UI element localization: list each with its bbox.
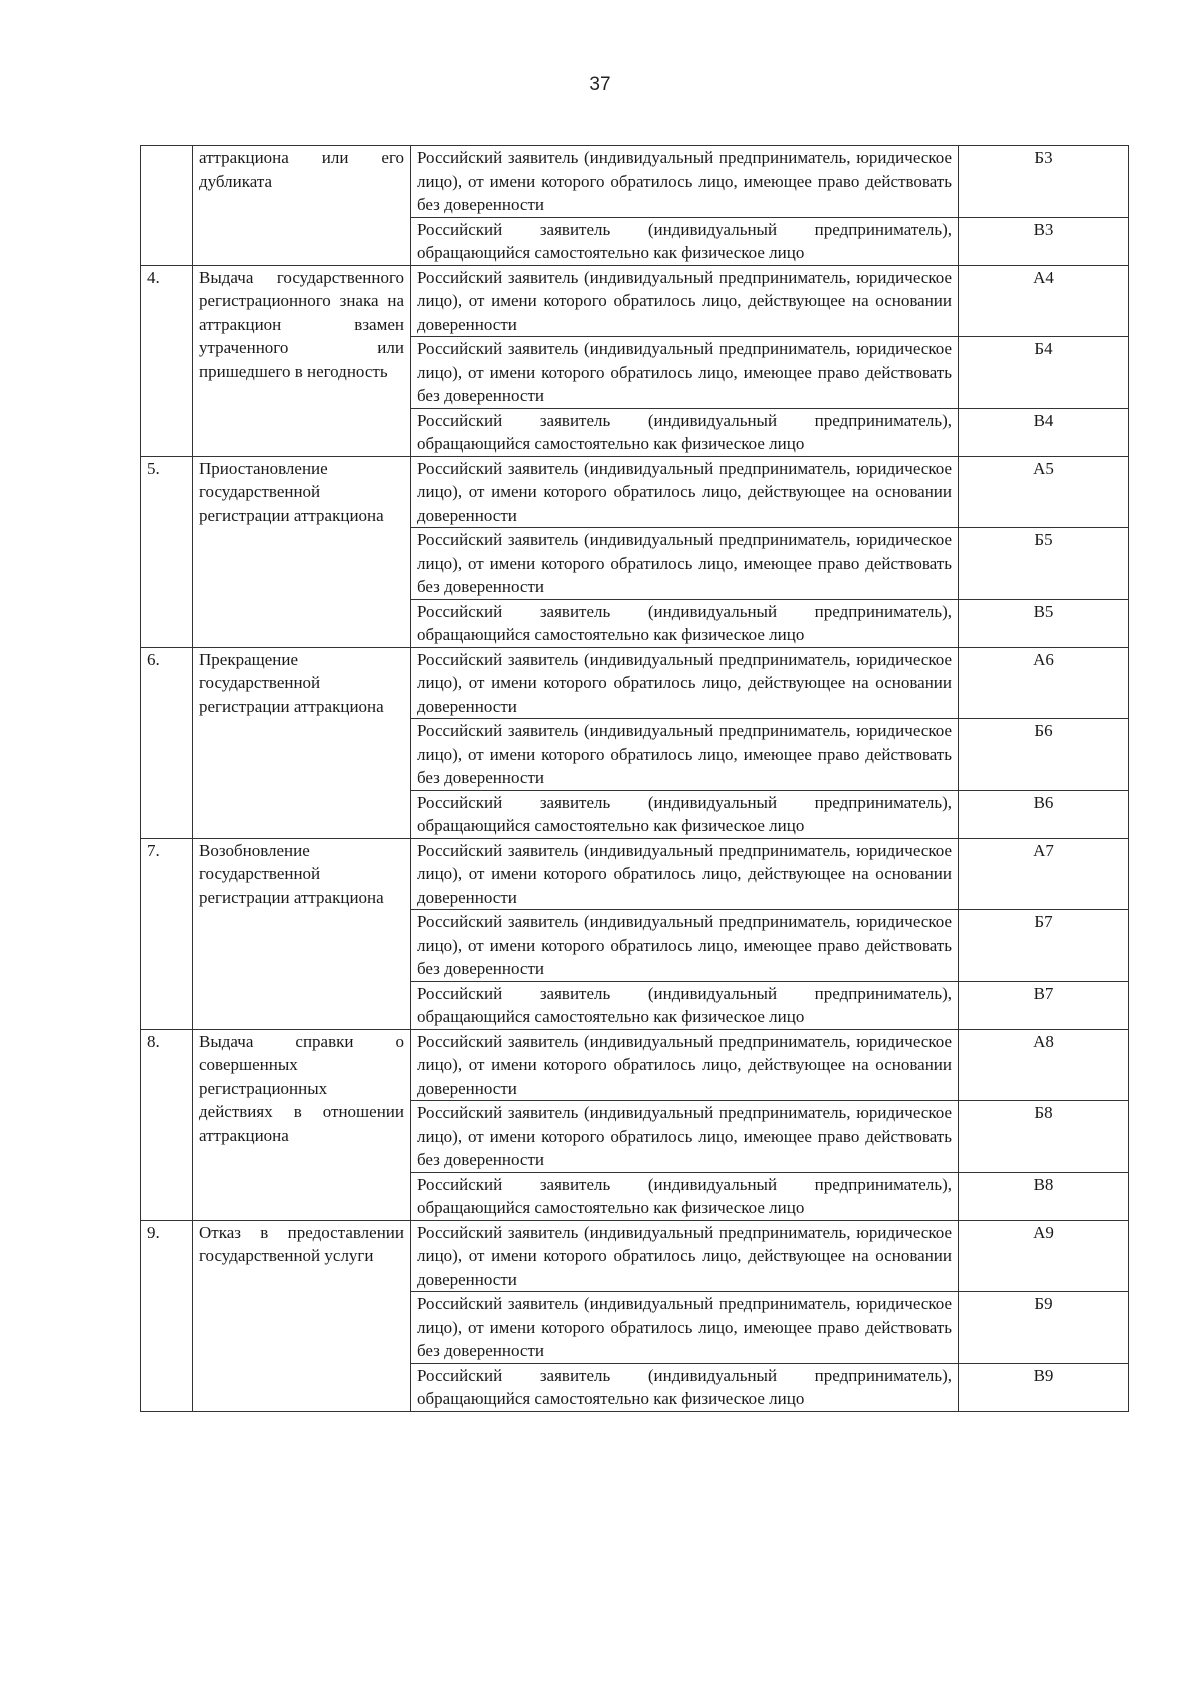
- applicant-description: Российский заявитель (индивидуальный предприниматель), обращающийся самостоятельно как физическое лицо: [411, 790, 959, 838]
- service-number: 7.: [141, 838, 193, 1029]
- applicant-description: Российский заявитель (индивидуальный предприниматель, юридическое лицо), от имени которого обратилось лицо, действующее на основании доверенности: [411, 1029, 959, 1101]
- variant-code: Б7: [959, 910, 1129, 982]
- service-number: [141, 146, 193, 266]
- applicant-description: Российский заявитель (индивидуальный предприниматель, юридическое лицо), от имени которого обратилось лицо, действующее на основании доверенности: [411, 1220, 959, 1292]
- variant-code: В3: [959, 217, 1129, 265]
- table-row: [141, 647, 1129, 719]
- applicant-description: Российский заявитель (индивидуальный предприниматель, юридическое лицо), от имени которого обратилось лицо, имеющее право действовать без доверенности: [411, 528, 959, 600]
- variant-code: А5: [959, 456, 1129, 528]
- variant-code: А7: [959, 838, 1129, 910]
- service-number: 5.: [141, 456, 193, 647]
- service-name: Отказ в предоставлении государственной услуги: [193, 1220, 411, 1411]
- variant-code: Б5: [959, 528, 1129, 600]
- applicant-description: Российский заявитель (индивидуальный предприниматель, юридическое лицо), от имени которого обратилось лицо, действующее на основании доверенности: [411, 838, 959, 910]
- service-name: аттракциона или его дубликата: [193, 146, 411, 266]
- service-name: Выдача справки о совершенных регистрационных действиях в отношении аттракциона: [193, 1029, 411, 1220]
- applicant-description: Российский заявитель (индивидуальный предприниматель), обращающийся самостоятельно как физическое лицо: [411, 408, 959, 456]
- applicant-description: Российский заявитель (индивидуальный предприниматель, юридическое лицо), от имени которого обратилось лицо, имеющее право действовать без доверенности: [411, 337, 959, 409]
- service-number: 6.: [141, 647, 193, 838]
- variant-code: Б4: [959, 337, 1129, 409]
- variant-code: Б8: [959, 1101, 1129, 1173]
- services-table-body: [141, 146, 1129, 1412]
- page-number: 37: [589, 74, 611, 95]
- applicant-description: Российский заявитель (индивидуальный предприниматель, юридическое лицо), от имени которого обратилось лицо, имеющее право действовать без доверенности: [411, 910, 959, 982]
- variant-code: В6: [959, 790, 1129, 838]
- service-number: 4.: [141, 265, 193, 456]
- applicant-description: Российский заявитель (индивидуальный предприниматель, юридическое лицо), от имени которого обратилось лицо, имеющее право действовать без доверенности: [411, 1101, 959, 1173]
- table-row: [141, 1220, 1129, 1292]
- variant-code: А4: [959, 265, 1129, 337]
- applicant-description: Российский заявитель (индивидуальный предприниматель, юридическое лицо), от имени которого обратилось лицо, действующее на основании доверенности: [411, 265, 959, 337]
- applicant-description: Российский заявитель (индивидуальный предприниматель, юридическое лицо), от имени которого обратилось лицо, действующее на основании доверенности: [411, 647, 959, 719]
- applicant-description: Российский заявитель (индивидуальный предприниматель), обращающийся самостоятельно как физическое лицо: [411, 599, 959, 647]
- variant-code: В7: [959, 981, 1129, 1029]
- applicant-description: Российский заявитель (индивидуальный предприниматель), обращающийся самостоятельно как физическое лицо: [411, 217, 959, 265]
- variant-code: А9: [959, 1220, 1129, 1292]
- variant-code: Б6: [959, 719, 1129, 791]
- applicant-description: Российский заявитель (индивидуальный предприниматель, юридическое лицо), от имени которого обратилось лицо, имеющее право действовать без доверенности: [411, 146, 959, 218]
- service-number: 9.: [141, 1220, 193, 1411]
- table-row: [141, 1029, 1129, 1101]
- applicant-description: Российский заявитель (индивидуальный предприниматель), обращающийся самостоятельно как физическое лицо: [411, 981, 959, 1029]
- variant-code: В4: [959, 408, 1129, 456]
- table-row: [141, 456, 1129, 528]
- table-row: [141, 265, 1129, 337]
- service-name: Прекращение государственной регистрации аттракциона: [193, 647, 411, 838]
- variant-code: В5: [959, 599, 1129, 647]
- applicant-description: Российский заявитель (индивидуальный предприниматель, юридическое лицо), от имени которого обратилось лицо, действующее на основании доверенности: [411, 456, 959, 528]
- applicant-description: Российский заявитель (индивидуальный предприниматель, юридическое лицо), от имени которого обратилось лицо, имеющее право действовать без доверенности: [411, 1292, 959, 1364]
- variant-code: Б9: [959, 1292, 1129, 1364]
- applicant-description: Российский заявитель (индивидуальный предприниматель), обращающийся самостоятельно как физическое лицо: [411, 1172, 959, 1220]
- variant-code: Б3: [959, 146, 1129, 218]
- service-name: Приостановление государственной регистрации аттракциона: [193, 456, 411, 647]
- applicant-description: Российский заявитель (индивидуальный предприниматель, юридическое лицо), от имени которого обратилось лицо, имеющее право действовать без доверенности: [411, 719, 959, 791]
- variant-code: В9: [959, 1363, 1129, 1411]
- variant-code: А6: [959, 647, 1129, 719]
- table-row: [141, 146, 1129, 218]
- variant-code: А8: [959, 1029, 1129, 1101]
- table-row: [141, 838, 1129, 910]
- applicant-description: Российский заявитель (индивидуальный предприниматель), обращающийся самостоятельно как физическое лицо: [411, 1363, 959, 1411]
- services-table: [140, 145, 1129, 1412]
- service-name: Выдача государственного регистрационного знака на аттракцион взамен утраченного или пришедшего в негодность: [193, 265, 411, 456]
- variant-code: В8: [959, 1172, 1129, 1220]
- service-number: 8.: [141, 1029, 193, 1220]
- service-name: Возобновление государственной регистрации аттракциона: [193, 838, 411, 1029]
